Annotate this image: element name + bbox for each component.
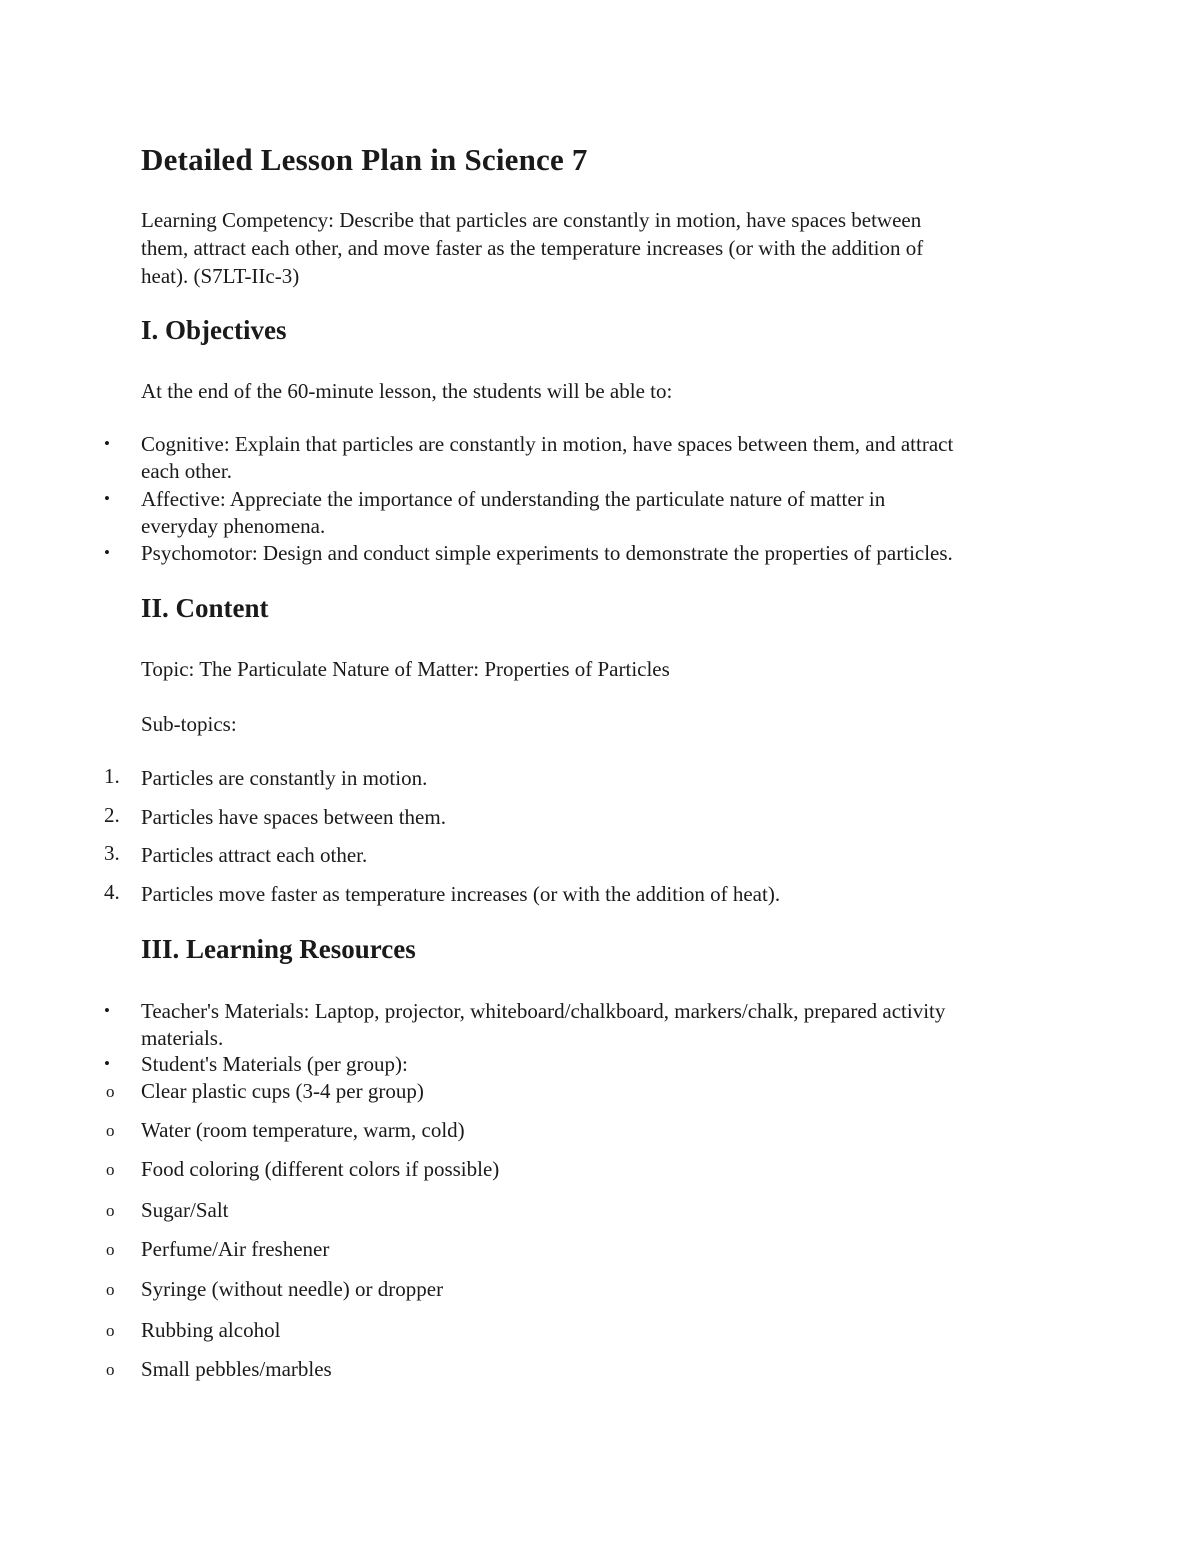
material-item: Sugar/Salt [141, 1198, 229, 1222]
bullet-icon: • [104, 543, 110, 562]
objectives-intro: At the end of the 60-minute lesson, the students will be able to: [141, 379, 673, 403]
objective-item: Affective: Appreciate the importance of understanding the particulate nature of matter in [141, 487, 886, 511]
teacher-materials: Teacher's Materials: Laptop, projector, whiteboard/chalkboard, markers/chalk, prepared activity [141, 999, 946, 1023]
resources-heading: III. Learning Resources [141, 934, 416, 964]
student-materials: Student's Materials (per group): [141, 1052, 408, 1076]
objective-item: Cognitive: Explain that particles are constantly in motion, have spaces between them, and attract [141, 432, 954, 456]
bullet-icon: • [104, 1001, 110, 1020]
material-item: Water (room temperature, warm, cold) [141, 1118, 465, 1142]
list-number: 2. [104, 803, 120, 827]
page-title: Detailed Lesson Plan in Science 7 [141, 142, 588, 177]
circle-bullet-icon: o [106, 1160, 115, 1179]
material-item: Syringe (without needle) or dropper [141, 1277, 444, 1301]
objectives-heading: I. Objectives [141, 315, 287, 345]
content-topic: Topic: The Particulate Nature of Matter: Properties of Particles [141, 657, 670, 681]
list-number: 1. [104, 764, 120, 788]
competency-line: heat). (S7LT-IIc-3) [141, 264, 300, 288]
circle-bullet-icon: o [106, 1201, 115, 1220]
circle-bullet-icon: o [106, 1360, 115, 1379]
teacher-materials-cont: materials. [141, 1026, 224, 1050]
circle-bullet-icon: o [106, 1121, 115, 1140]
material-item: Food coloring (different colors if possible) [141, 1157, 500, 1181]
subtopic-item: Particles move faster as temperature increases (or with the addition of heat). [141, 882, 781, 906]
material-item: Rubbing alcohol [141, 1318, 281, 1342]
circle-bullet-icon: o [106, 1321, 115, 1340]
objective-item: Psychomotor: Design and conduct simple experiments to demonstrate the properties of particles. [141, 541, 953, 565]
material-item: Clear plastic cups (3-4 per group) [141, 1079, 424, 1103]
bullet-icon: • [104, 1054, 110, 1073]
list-number: 3. [104, 841, 120, 865]
subtopics-label: Sub-topics: [141, 712, 237, 736]
subtopic-item: Particles have spaces between them. [141, 805, 446, 829]
competency-line: them, attract each other, and move faster as the temperature increases (or with the addition of [141, 236, 924, 260]
list-number: 4. [104, 880, 120, 904]
bullet-icon: • [104, 434, 110, 453]
material-item: Perfume/Air freshener [141, 1237, 330, 1261]
competency-line: Learning Competency: Describe that particles are constantly in motion, have spaces between [141, 208, 922, 232]
bullet-icon: • [104, 489, 110, 508]
circle-bullet-icon: o [106, 1280, 115, 1299]
subtopic-item: Particles are constantly in motion. [141, 766, 428, 790]
circle-bullet-icon: o [106, 1082, 115, 1101]
content-heading: II. Content [141, 593, 269, 623]
material-item: Small pebbles/marbles [141, 1357, 332, 1381]
objective-item-cont: everyday phenomena. [141, 514, 326, 538]
objective-item-cont: each other. [141, 459, 232, 483]
subtopic-item: Particles attract each other. [141, 843, 368, 867]
circle-bullet-icon: o [106, 1240, 115, 1259]
